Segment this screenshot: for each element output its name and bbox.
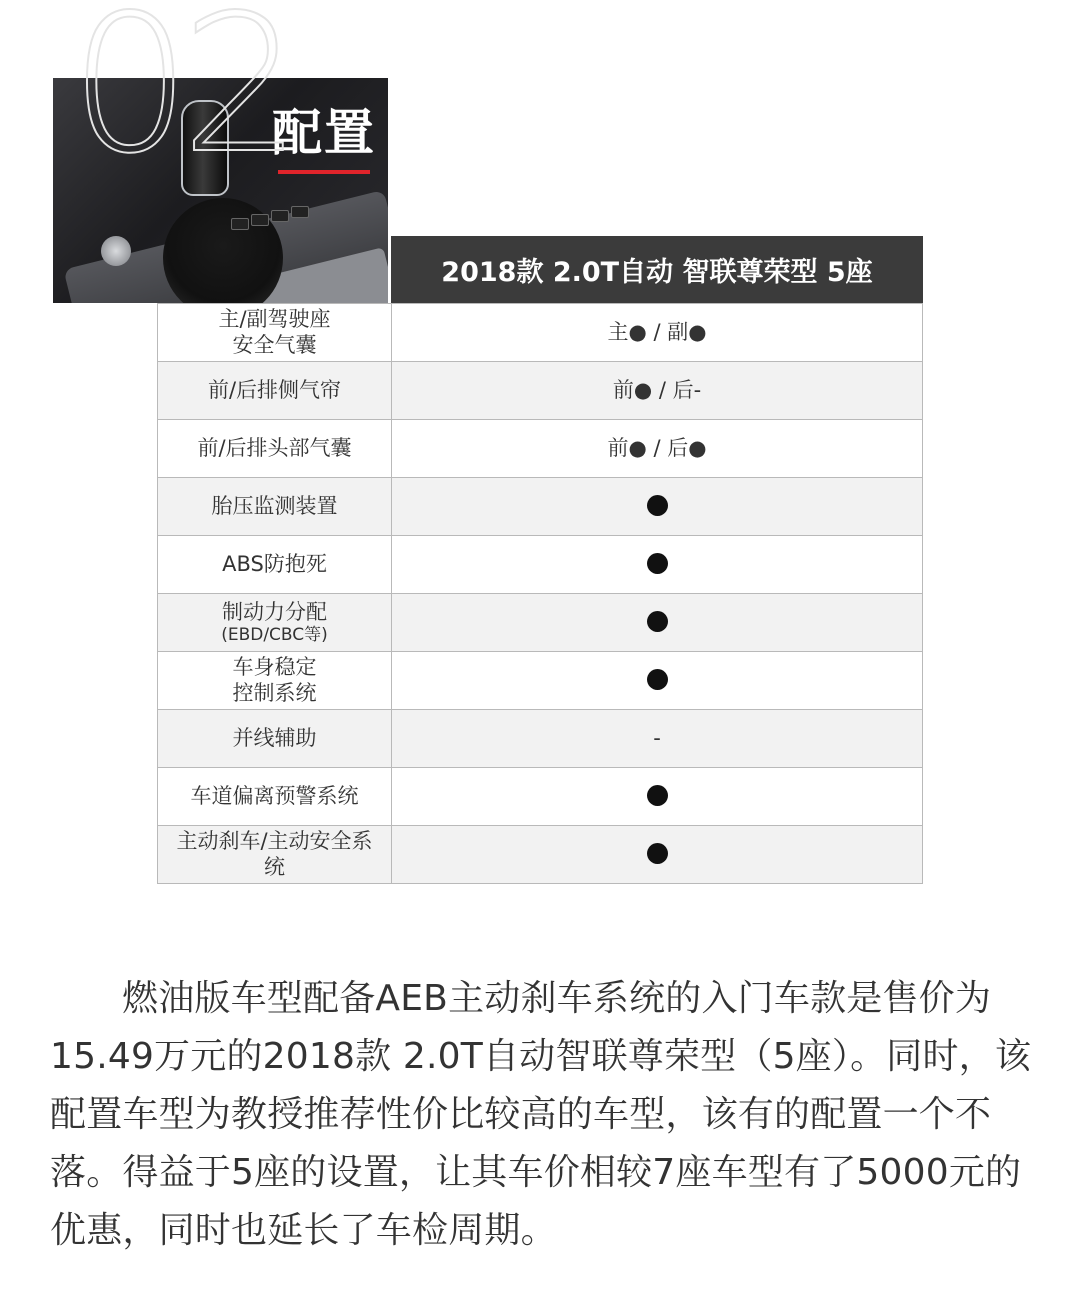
table-header: 2018款 2.0T自动 智联尊荣型 5座	[391, 236, 923, 303]
body-paragraph: 燃油版车型配备AEB主动刹车系统的入门车款是售价为15.49万元的2018款 2.0T自动智联尊荣型（5座）。同时，该配置车型为教授推荐性价比较高的车型，该有的配置一个不落。得益于5座的设置，让其车价相较7座车型有了5000元的优惠，同时也延长了车检周期。	[50, 978, 1032, 1251]
feature-name-line2: 控制系统	[232, 680, 317, 705]
feature-name-line1: ABS防抱死	[222, 551, 327, 576]
table-row	[158, 478, 923, 536]
feature-name	[158, 768, 392, 826]
standard-dot-icon	[647, 785, 668, 806]
table-row	[158, 710, 923, 768]
feature-name-line1: 前/后排侧气帘	[207, 377, 342, 402]
gear-knob	[181, 100, 229, 196]
table-row	[158, 594, 923, 652]
table-row	[158, 362, 923, 420]
feature-value	[392, 652, 923, 710]
standard-dot-icon	[647, 495, 668, 516]
feature-value	[392, 478, 923, 536]
standard-dot-icon	[647, 611, 668, 632]
feature-value	[392, 536, 923, 594]
feature-name-line1: 制动力分配	[222, 599, 327, 624]
feature-value	[392, 420, 923, 478]
table-row	[158, 536, 923, 594]
feature-name-line1: 并线辅助	[232, 725, 317, 750]
standard-dot-icon	[647, 553, 668, 574]
feature-name-line2: (EBD/CBC等)	[221, 624, 328, 645]
feature-value	[392, 304, 923, 362]
title-underline	[278, 170, 370, 174]
feature-name	[158, 304, 392, 362]
feature-value	[392, 710, 923, 768]
feature-name	[158, 478, 392, 536]
section-title: 配置	[272, 104, 376, 162]
table-row	[158, 652, 923, 710]
feature-name	[158, 594, 392, 652]
feature-name-line2: 统	[264, 854, 285, 879]
feature-value-text: 前● / 后-	[612, 377, 702, 402]
feature-name-line1: 车道偏离预警系统	[190, 783, 359, 808]
feature-name	[158, 420, 392, 478]
feature-value	[392, 594, 923, 652]
feature-name	[158, 362, 392, 420]
feature-name-line1: 前/后排头部气囊	[197, 435, 352, 460]
standard-dot-icon	[647, 669, 668, 690]
feature-value	[392, 362, 923, 420]
table-row	[158, 304, 923, 362]
feature-name	[158, 652, 392, 710]
table-row	[158, 420, 923, 478]
feature-value	[392, 768, 923, 826]
table-row	[158, 768, 923, 826]
feature-name-line1: 胎压监测装置	[211, 493, 338, 518]
feature-name	[158, 826, 392, 884]
spec-table	[157, 303, 923, 884]
control-dial	[101, 236, 131, 266]
standard-dot-icon	[647, 843, 668, 864]
feature-value-text: -	[653, 725, 661, 750]
feature-value-text: 主● / 副●	[607, 319, 707, 344]
feature-name	[158, 710, 392, 768]
feature-name	[158, 536, 392, 594]
table-row	[158, 826, 923, 884]
feature-name-line1: 主/副驾驶座	[218, 307, 331, 332]
feature-name-line1: 车身稳定	[232, 655, 317, 680]
feature-value-text: 前● / 后●	[607, 435, 707, 460]
feature-name-line2: 安全气囊	[232, 332, 317, 357]
feature-name-line1: 主动刹车/主动安全系	[176, 829, 373, 854]
feature-value	[392, 826, 923, 884]
